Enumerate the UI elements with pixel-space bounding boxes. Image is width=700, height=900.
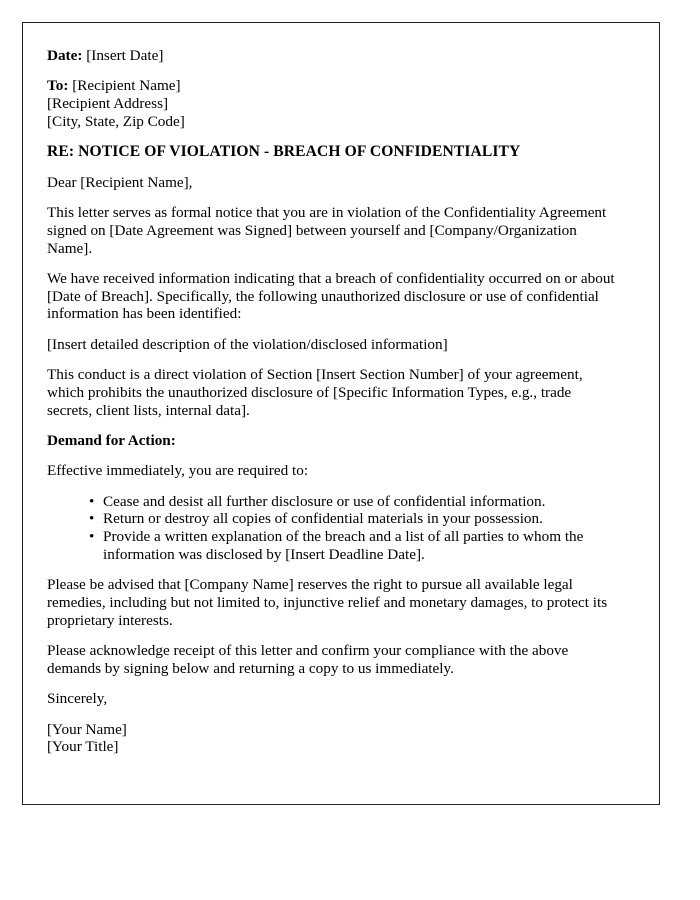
- subject-line: RE: NOTICE OF VIOLATION - BREACH OF CONFIDENTIALITY: [47, 143, 521, 161]
- paragraph-violation-description: [Insert detailed description of the violation/disclosed information]: [47, 335, 448, 353]
- date-label: Date:: [47, 47, 83, 64]
- signature-name: [Your Name]: [47, 720, 127, 738]
- date-value: [Insert Date]: [86, 47, 164, 64]
- paragraph-legal-remedies: Please be advised that [Company Name] reserves the right to pursue all available legal remedies, including but not limited to, injunctive relief and monetary damages, to protect its proprietary interests.: [47, 576, 611, 629]
- demand-heading: Demand for Action:: [47, 431, 176, 449]
- recipient-name: [Recipient Name]: [72, 77, 181, 95]
- document-page: [22, 22, 660, 805]
- paragraph-breach-notice: We have received information indicating that a breach of confidentiality occurred on or about [Date of Breach]. Specifically, the following unauthorized disclosure or use of confidential information has been identified:: [47, 269, 619, 323]
- paragraph-section-violation: This conduct is a direct violation of Section [Insert Section Number] of your agreement, which prohibits the unauthorized disclosure of [Specific Information Types, e.g., trade secrets, client lists, internal data].: [47, 366, 587, 419]
- document-body: [23, 23, 659, 756]
- list-item: • Provide a written explanation of the breach and a list of all parties to whom the information was disclosed by [Insert Deadline Date].: [89, 528, 619, 564]
- list-item: • Cease and desist all further disclosure or use of confidential information.: [89, 493, 619, 511]
- to-line: [47, 77, 619, 95]
- signature-title: [Your Title]: [47, 738, 119, 756]
- paragraph-effective-immediately: Effective immediately, you are required to:: [47, 462, 309, 480]
- recipient-address: [Recipient Address]: [47, 95, 169, 113]
- demand-list: [47, 493, 619, 564]
- recipient-city-state-zip: [City, State, Zip Code]: [47, 112, 185, 130]
- date-line: [47, 47, 619, 65]
- closing-salutation: Sincerely,: [47, 690, 108, 708]
- to-label: To:: [47, 77, 69, 95]
- paragraph-intro: This letter serves as formal notice that you are in violation of the Confidentiality Agreement signed on [Date Agreement was Signed] between yourself and [Company/Organization Name].: [47, 203, 611, 257]
- list-item: • Return or destroy all copies of confidential materials in your possession.: [89, 510, 619, 528]
- paragraph-acknowledge-receipt: Please acknowledge receipt of this letter and confirm your compliance with the above demands by signing below and returning a copy to us immediately.: [47, 642, 573, 677]
- recipient-address-block: [47, 77, 619, 130]
- salutation: Dear [Recipient Name],: [47, 173, 193, 191]
- signature-block: [47, 721, 619, 757]
